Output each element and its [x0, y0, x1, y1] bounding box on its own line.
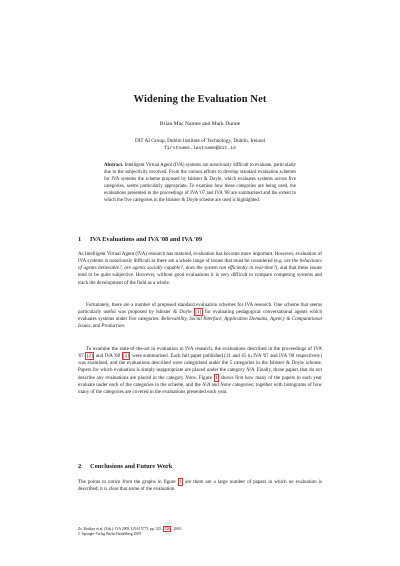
section-1-number: 1 — [78, 236, 82, 243]
section-1-title: IVA Evaluations and IVA '08 and IVA '09 — [90, 236, 203, 243]
text-run-italic: Believability, Social Interface, Application Domains, Agency & Computational Issues, — [78, 316, 323, 330]
text-run-italic: None — [185, 374, 196, 381]
page-link[interactable]: 526 — [164, 527, 170, 531]
section-2-number: 2 — [78, 463, 82, 470]
copyright: © Springer-Verlag Berlin Heidelberg 2009 — [78, 532, 141, 536]
affiliation: DIT AI Group, Dublin Institute of Technology, Dublin, Ireland — [134, 138, 266, 144]
abstract — [104, 162, 296, 204]
text-run: shows first how many of the papers in each year evaluate under each of the categories in the scheme, and the — [78, 374, 322, 388]
text-run-italic: are the behaviours of agents believable?, are agents socially capable?, does the system run efficiently in real-time? — [78, 258, 322, 272]
text-run-italic: None — [220, 381, 231, 388]
text-run: ), and that these issues tend to be quite subjective. However, without good evaluations it is very difficult to compare competing systems and track the development of the field as a whole. — [78, 265, 322, 286]
page-footer — [78, 527, 322, 537]
text-run: To examine the state-of-the-art in evaluation in IVA research, the evaluations described in the proceedings of IVA '07 — [78, 346, 322, 360]
section-1-paragraph-1 — [78, 251, 322, 287]
section-1-paragraph-3 — [78, 346, 322, 396]
section-2-paragraph-1 — [78, 479, 322, 493]
section-1-heading — [78, 236, 202, 243]
text-run: , 2009. — [171, 527, 182, 531]
affiliation-block — [0, 138, 400, 152]
citation-link[interactable]: [3] — [123, 353, 129, 360]
abstract-text: Intelligent Virtual Agent (IVA) systems are notoriously difficult to evaluate, particularly due to the subjectivity involved. From the various efforts to develop standard evaluation schemes for IVA systems the scheme proposed by Isbister & Doyle, which evaluates systems across five categories, seems particularly appropriate. To examine how these categories are being used, the evaluations presented in the proceedings of IVA '07 and IVA '08 are summarised and the extent to which the five categories in the Isbister & Doyle scheme are used is highlighted. — [104, 163, 296, 203]
text-run: . Figure — [195, 374, 214, 381]
text-run-italic: N/A — [202, 381, 211, 388]
paper-title: Widening the Evaluation Net — [133, 94, 267, 105]
figure-link[interactable]: 1 — [179, 479, 182, 485]
citation-link[interactable]: [2] — [86, 353, 93, 360]
section-1-paragraph-2 — [78, 302, 322, 331]
section-2-title: Conclusions and Future Work — [90, 463, 173, 470]
text-run-italic: N/A — [246, 367, 255, 374]
citation-link[interactable]: [1] — [195, 309, 202, 316]
figure-link[interactable]: 1 — [215, 374, 218, 381]
text-run: and IVA '08 — [94, 353, 122, 360]
text-run-italic: Production — [101, 323, 124, 330]
text-run: and — [210, 381, 221, 388]
text-run: Zs. Ruttkay et al. (Eds.): IVA 2009, LNAI 5773, pp. 525– — [78, 527, 163, 531]
text-run: . Finally, those papers that do not describe any evaluations are placed in the category — [78, 367, 322, 381]
text-run: and — [91, 323, 102, 330]
paper-authors: Brian Mac Namee and Mark Dunne — [159, 121, 241, 127]
author-email: firstname.lastname@dit.ie — [164, 146, 236, 151]
text-run: . — [123, 323, 126, 330]
text-run: were summarised. Each full paper published (31 and 45 in IVA '07 and IVA '08 respectively) was examined, and the evaluations described were categorised under the 5 categories in the Isbister & Doyle scheme. Papers for which evaluation is simply inappropriate are placed under the category — [78, 353, 323, 374]
section-2-heading — [78, 463, 172, 470]
text-run: are there are a large number of papers in which no evaluation is described; it is clear that some of the evaluation — [78, 479, 322, 493]
text-run: Fortunately, there are a number of proposed standard evaluation schemes for IVA research. One scheme that seems particularly useful was proposed by Isbister & Doyle — [78, 302, 322, 316]
text-run: categories; together with histograms of how many of the categories are covered in the evaluations presented each year. — [78, 381, 323, 395]
text-run: for evaluating pedagogical conversational agents which evaluates systems under five categories: — [78, 309, 323, 323]
text-run: The points to notice from the graphs in figure — [78, 479, 178, 485]
text-run: As Intelligent Virtual Agent (IVA) research has matured, evaluation has become more important. However, evaluation of IVA systems is notoriously difficult as there are a whole range of issues that must be considered (e.g. — [78, 251, 322, 265]
abstract-label: Abstract. — [104, 163, 124, 168]
